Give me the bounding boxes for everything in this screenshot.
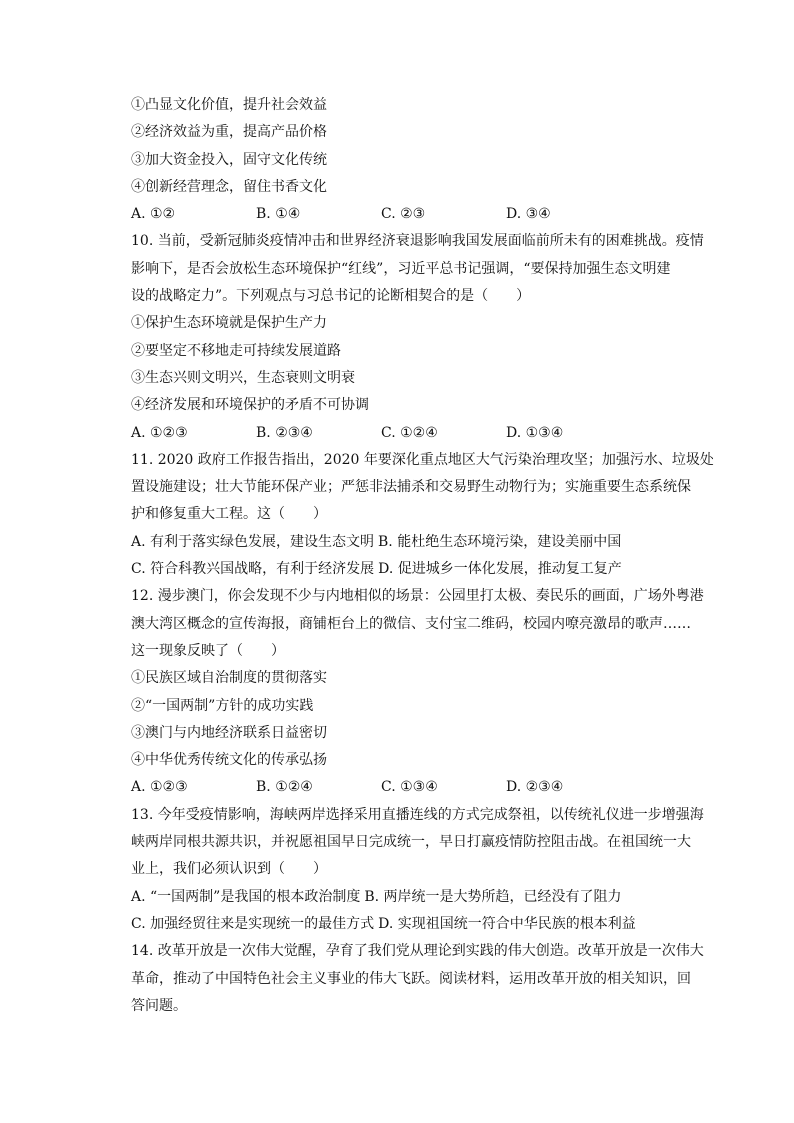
exam-page (131, 92, 714, 1020)
option-d[interactable]: D. ③④ (506, 206, 551, 223)
q11-stem-line: 11. 2020 政府工作报告指出，2020 年要深化重点地区大气污染治理攻坚；加强污水、垃圾处 (131, 451, 714, 468)
q12-item: ①民族区域自治制度的贯彻落实 (131, 670, 327, 687)
q11-stem-line: 置设施建设；壮大节能环保产业；严惩非法捕杀和交易野生动物行为；实施重要生态系统保 (131, 479, 691, 496)
q9-options (131, 201, 693, 228)
q12-item: ②“一国两制”方针的成功实践 (131, 697, 314, 714)
q13-stem-line: 峡两岸同根共源共识，并祝愿祖国早日完成统一，早日打赢疫情防控阻击战。在祖国统一大 (131, 834, 691, 851)
q13-stem-line: 业上，我们必须认识到（ ） (131, 861, 327, 878)
q10-item: ④经济发展和环境保护的矛盾不可协调 (131, 397, 369, 414)
option-d[interactable]: D. ②③④ (506, 779, 564, 796)
q12-stem-line: 这一现象反映了（ ） (131, 642, 285, 659)
q10-stem-line: 设的战略定力”。下列观点与习总书记的论断相契合的是（ ） (131, 288, 531, 305)
option-b[interactable]: B. ②③④ (256, 424, 313, 441)
option-b[interactable]: B. 两岸统一是大势所趋，已经没有了阻力 (364, 888, 622, 905)
q10-item: ③生态兴则文明兴，生态衰则文明衰 (131, 369, 355, 386)
q11-options-row (131, 556, 693, 583)
q12-stem-line: 澳大湾区概念的宣传海报，商铺柜台上的微信、支付宝二维码，校园内嘹亮激昂的歌声…… (131, 615, 691, 632)
q9-item: ①凸显文化价值，提升社会效益 (131, 97, 327, 113)
option-c[interactable]: C. 加强经贸往来是实现统一的最佳方式 (131, 915, 375, 932)
option-a[interactable]: A. 有利于落实绿色发展，建设生态文明 (131, 533, 375, 550)
q13-options-row (131, 884, 693, 911)
option-c[interactable]: C. ②③ (381, 206, 426, 223)
option-c[interactable]: C. 符合科教兴国战略，有利于经济发展 (131, 561, 375, 578)
option-b[interactable]: B. 能杜绝生态环境污染，建设美丽中国 (378, 533, 622, 550)
q12-item: ③澳门与内地经济联系日益密切 (131, 724, 327, 741)
q13-options-row (131, 911, 693, 938)
q9-item: ③加大资金投入，固守文化传统 (131, 151, 327, 168)
option-d[interactable]: D. 促进城乡一体化发展，推动复工复产 (378, 561, 622, 578)
q12-options (131, 774, 693, 801)
option-a[interactable]: A. ①②③ (131, 779, 188, 796)
q9-item: ④创新经营理念，留住书香文化 (131, 178, 327, 195)
option-a[interactable]: A. ①② (131, 206, 176, 223)
q10-options (131, 420, 693, 447)
option-d[interactable]: D. 实现祖国统一符合中华民族的根本利益 (378, 915, 636, 932)
q11-options-row (131, 529, 693, 556)
q10-item: ②要坚定不移地走可持续发展道路 (131, 342, 341, 359)
q12-item: ④中华优秀传统文化的传承弘扬 (131, 752, 327, 769)
option-b[interactable]: B. ①④ (256, 206, 301, 223)
option-b[interactable]: B. ①②④ (256, 779, 313, 796)
q10-stem-line: 10. 当前，受新冠肺炎疫情冲击和世界经济衰退影响我国发展面临前所未有的困难挑战。疫情 (131, 233, 704, 250)
q14-stem-line: 14. 改革开放是一次伟大觉醒，孕育了我们党从理论到实践的伟大创造。改革开放是一次伟大 (131, 943, 704, 960)
q9-item: ②经济效益为重，提高产品价格 (131, 124, 327, 141)
option-c[interactable]: C. ①②④ (381, 424, 438, 441)
option-d[interactable]: D. ①③④ (506, 424, 564, 441)
q14-stem-line: 答问题。 (131, 997, 187, 1014)
q10-item: ①保护生态环境就是保护生产力 (131, 315, 327, 332)
option-a[interactable]: A. ①②③ (131, 424, 188, 441)
option-c[interactable]: C. ①③④ (381, 779, 438, 796)
q14-stem-line: 革命，推动了中国特色社会主义事业的伟大飞跃。阅读材料，运用改革开放的相关知识，回 (131, 970, 691, 987)
q12-stem-line: 12. 漫步澳门，你会发现不少与内地相似的场景：公园里打太极、奏民乐的画面，广场外粤港 (131, 588, 704, 605)
q11-stem-line: 护和修复重大工程。这（ ） (131, 506, 327, 523)
option-a[interactable]: A. “一国两制”是我国的根本政治制度 (131, 888, 361, 905)
q13-stem-line: 13. 今年受疫情影响，海峡两岸选择采用直播连线的方式完成祭祖，以传统礼仪进一步增强海 (131, 806, 704, 823)
q10-stem-line: 影响下，是否会放松生态环境保护“红线”，习近平总书记强调，“要保持加强生态文明建 (131, 260, 671, 277)
